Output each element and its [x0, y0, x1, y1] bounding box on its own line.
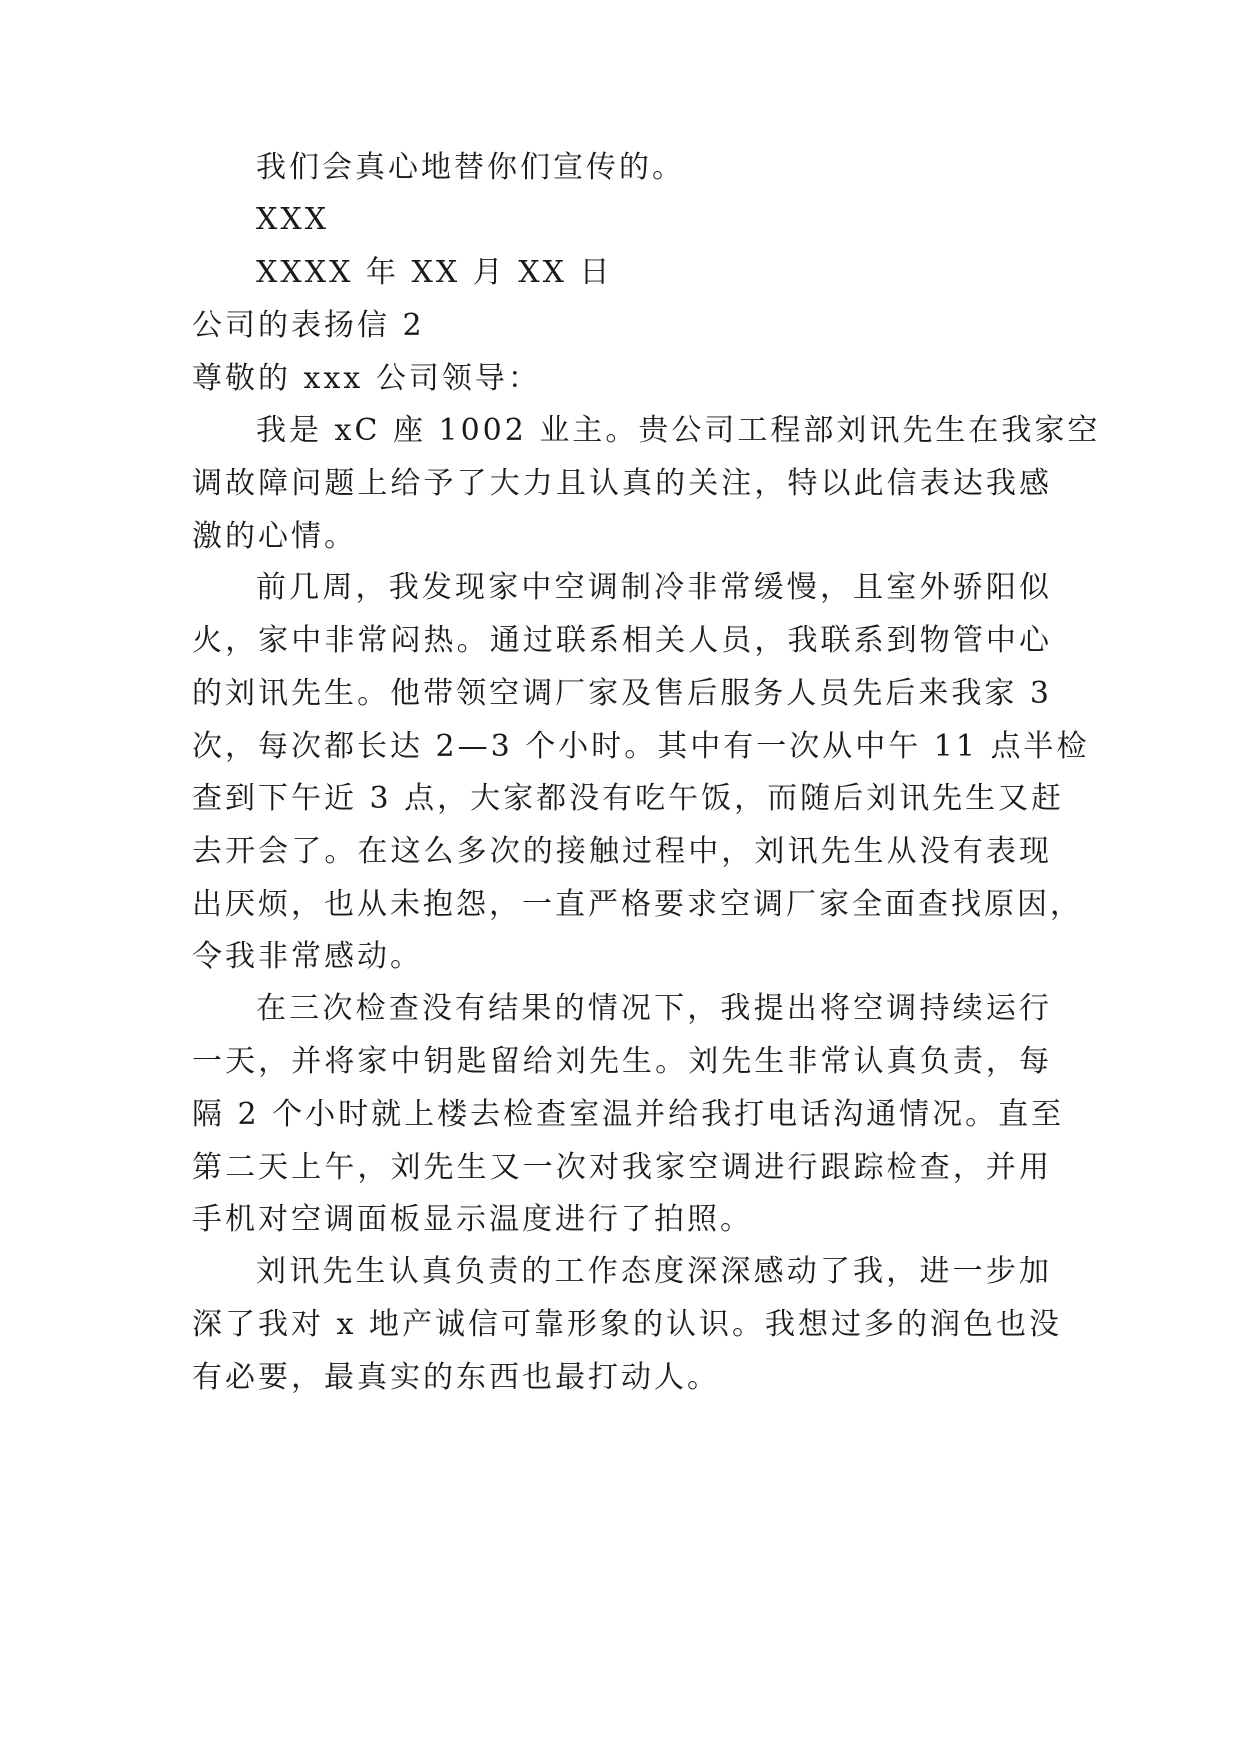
paragraph-2-line-1: 前几周，我发现家中空调制冷非常缓慢，且室外骄阳似 — [256, 570, 1052, 605]
paragraph-2-line-4: 次，每次都长达 2—3 个小时。其中有一次从中午 11 点半检 — [192, 729, 1090, 764]
paragraph-4-line-3: 有必要，最真实的东西也最打动人。 — [192, 1360, 720, 1395]
salutation: 尊敬的 xxx 公司领导： — [192, 361, 541, 396]
paragraph-2-line-2: 火，家中非常闷热。通过联系相关人员，我联系到物管中心 — [192, 623, 1052, 658]
paragraph-1-line-3: 激的心情。 — [192, 519, 357, 554]
paragraph-3-line-1: 在三次检查没有结果的情况下，我提出将空调持续运行 — [256, 991, 1052, 1026]
paragraph-1-line-2: 调故障问题上给予了大力且认真的关注，特以此信表达我感 — [192, 466, 1052, 501]
paragraph-3-line-5: 手机对空调面板显示温度进行了拍照。 — [192, 1202, 753, 1237]
paragraph-3-line-2: 一天，并将家中钥匙留给刘先生。刘先生非常认真负责，每 — [192, 1044, 1052, 1079]
signature: XXX — [256, 202, 330, 237]
paragraph-3-line-3: 隔 2 个小时就上楼去检查室温并给我打电话沟通情况。直至 — [192, 1097, 1065, 1132]
paragraph-3-line-4: 第二天上午，刘先生又一次对我家空调进行跟踪检查，并用 — [192, 1150, 1052, 1185]
paragraph-2-line-7: 出厌烦，也从未抱怨，一直严格要求空调厂家全面查找原因， — [192, 887, 1083, 922]
closing-sentence: 我们会真心地替你们宣传的。 — [256, 150, 685, 185]
paragraph-1-line-1: 我是 xC 座 1002 业主。贵公司工程部刘讯先生在我家空 — [256, 413, 1101, 448]
letter-title: 公司的表扬信 2 — [192, 308, 425, 343]
paragraph-2-line-6: 去开会了。在这么多次的接触过程中，刘讯先生从没有表现 — [192, 834, 1052, 869]
paragraph-2-line-5: 查到下午近 3 点，大家都没有吃午饭，而随后刘讯先生又赶 — [192, 781, 1065, 816]
paragraph-2-line-3: 的刘讯先生。他带领空调厂家及售后服务人员先后来我家 3 — [192, 676, 1052, 711]
paragraph-4-line-2: 深了我对 x 地产诚信可靠形象的认识。我想过多的润色也没 — [192, 1307, 1062, 1342]
date-line: XXXX 年 XX 月 XX 日 — [256, 255, 613, 290]
paragraph-4-line-1: 刘讯先生认真负责的工作态度深深感动了我，进一步加 — [256, 1254, 1052, 1289]
paragraph-2-line-8: 令我非常感动。 — [192, 939, 423, 974]
